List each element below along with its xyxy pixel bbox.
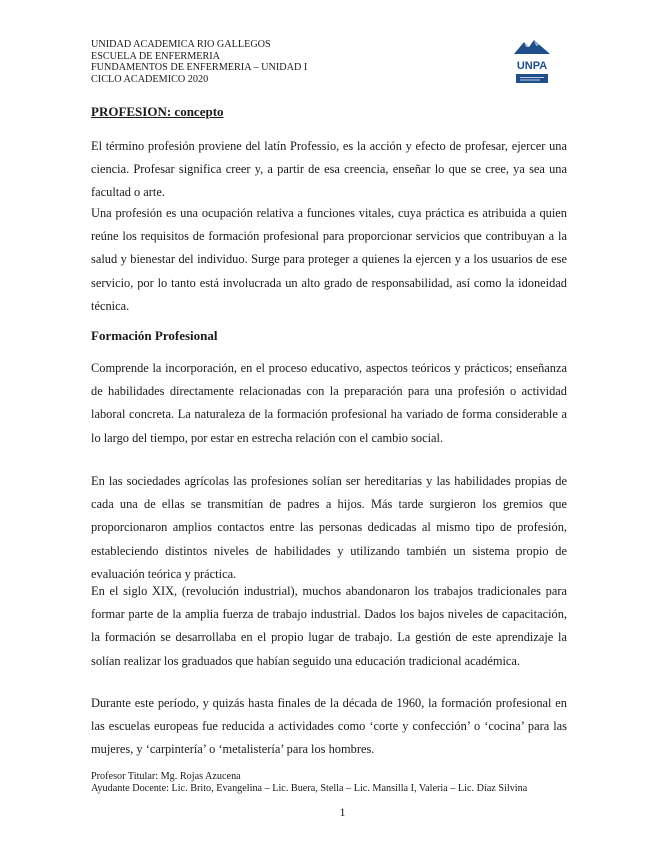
paragraph-siglo-xix: En el siglo XIX, (revolución industrial), muchos abandonaron los trabajos tradicionales para formar parte de la amplia fuerza de trabajo industrial. Dados los bajos niveles de capacitación, la formación se desarrollaba en el propio lugar de trabajo. La gestión de este aprendizaje la solían realizar los graduados que habían seguido una educación tradicional académica. <box>91 584 567 668</box>
paragraph-profesion-origin: El término profesión proviene del latín Professio, es la acción y efecto de profesar, ejercer una ciencia. Profesar significa creer y, a partir de esa creencia, enseñar lo que se cree, ya sea una facultad o arte. <box>91 139 567 200</box>
paragraph-sociedades-agricolas: En las sociedades agrícolas las profesiones solían ser hereditarias y las habilidades propias de cada una de ellas se transmitían de padres a hijos. Más tarde surgieron los gremios que proporcionaron amplios contactos entre las personas dedicadas al mismo tipo de profesión, estableciendo distintos niveles de habilidades y utilizando también un sistema propio de evaluación teórica y práctica. <box>91 474 567 581</box>
footer-assistants: Ayudante Docente: Lic. Brito, Evangelina – Lic. Buera, Stella – Lic. Mansilla I, Valeria – Lic. Díaz Silvina <box>91 782 528 794</box>
paragraph-profesion-definition: Una profesión es una ocupación relativa a funciones vitales, cuya práctica es atribuida a quien reúne los requisitos de formación profesional para proporcionar servicios que contribuyan a la salud y bienestar del individuo. Surge para proteger a quienes la ejercen y a los usuarios de ese servicio, por lo tanto está involucrada un alto grado de responsabilidad, así como la idoneidad técnica. <box>91 206 567 313</box>
page-number: 1 <box>339 805 346 819</box>
header-school: ESCUELA DE ENFERMERIA <box>91 50 221 62</box>
header-cycle: CICLO ACADEMICO 2020 <box>91 73 209 85</box>
header-institution: UNIDAD ACADEMICA RIO GALLEGOS <box>91 39 271 50</box>
logo-text: UNPA <box>516 60 548 72</box>
section-title-profesion: PROFESION: concepto <box>91 104 224 119</box>
header-course: FUNDAMENTOS DE ENFERMERIA – UNIDAD I <box>91 62 308 74</box>
section-title-formacion: Formación Profesional <box>91 328 218 343</box>
paragraph-decada-1960: Durante este período, y quizás hasta finales de la década de 1960, la formación profesional en las escuelas europeas fue reducida a actividades como ‘corte y confección’ o ‘cocina’ para las mujeres, y ‘carpintería’ o ‘metalistería’ para los hombres. <box>91 696 567 757</box>
document-header <box>91 39 307 85</box>
document-footer <box>91 771 527 794</box>
paragraph-formacion-intro: Comprende la incorporación, en el proceso educativo, aspectos teóricos y prácticos; enseñanza de habilidades directamente relacionadas con la preparación para una profesión o actividad laboral concreta. La naturaleza de la formación profesional ha variado de forma considerable a lo largo del tiempo, por estar en estrecha relación con el cambio social. <box>91 361 567 445</box>
unpa-logo <box>512 38 552 88</box>
footer-professor: Profesor Titular: Mg. Rojas Azucena <box>91 771 241 782</box>
